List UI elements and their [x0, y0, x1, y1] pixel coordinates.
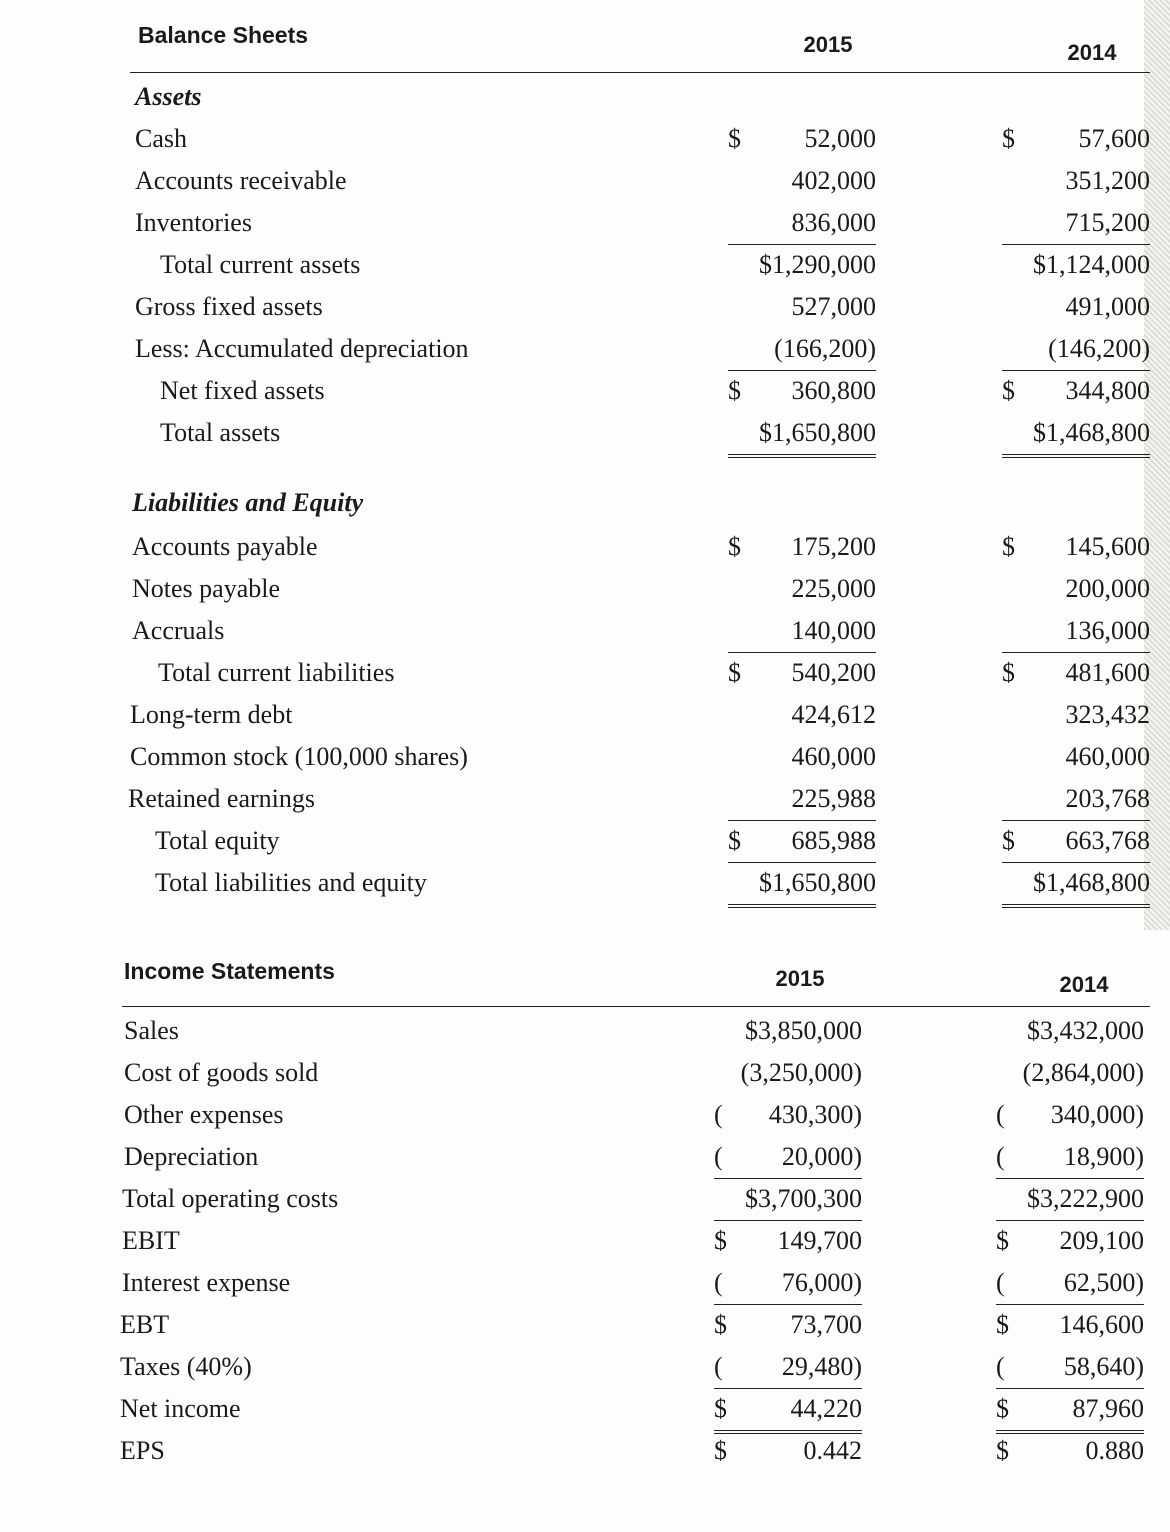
- value-2015: [714, 1142, 862, 1179]
- table-row: [0, 1016, 1170, 1056]
- value-2014: [1002, 658, 1150, 694]
- amount: (3,250,000): [740, 1058, 862, 1087]
- balance-sheet-title: Balance Sheets: [138, 22, 309, 48]
- table-row: [0, 1100, 1170, 1140]
- table-row: [0, 292, 1170, 332]
- currency-mark: $: [1002, 124, 1015, 153]
- amount: 225,000: [791, 574, 876, 603]
- value-2015: [728, 574, 876, 610]
- row-label: Net income: [120, 1394, 241, 1423]
- value-2014: [1002, 376, 1150, 412]
- value-2015: [728, 376, 876, 412]
- table-row: [0, 376, 1170, 416]
- row-label: Depreciation: [124, 1142, 259, 1171]
- currency-mark: (: [714, 1268, 723, 1297]
- amount: $1,124,000: [1033, 250, 1150, 279]
- table-row: [0, 1436, 1170, 1476]
- currency-mark: (: [996, 1268, 1005, 1297]
- table-row: [0, 784, 1170, 824]
- value-2015: [728, 784, 876, 821]
- amount: 225,988: [791, 784, 876, 813]
- currency-mark: $: [996, 1226, 1009, 1255]
- amount: $1,650,800: [759, 418, 876, 447]
- row-label: EBIT: [122, 1226, 180, 1255]
- row-label: Long-term debt: [130, 700, 293, 729]
- amount: 351,200: [1065, 166, 1150, 195]
- table-row: [0, 208, 1170, 248]
- value-2014: [1002, 532, 1150, 568]
- amount: 360,800: [791, 376, 876, 405]
- amount: (166,200): [774, 334, 876, 363]
- row-label: Sales: [124, 1016, 179, 1045]
- table-row: [0, 1058, 1170, 1098]
- amount: 424,612: [791, 700, 876, 729]
- income-year-2015: 2015: [775, 966, 825, 991]
- row-label: Inventories: [135, 208, 252, 237]
- amount: $1,290,000: [759, 250, 876, 279]
- income-statement-title: Income Statements: [124, 958, 335, 984]
- value-2014: [996, 1310, 1144, 1346]
- row-label: Cost of goods sold: [124, 1058, 319, 1087]
- value-2015: [728, 742, 876, 778]
- table-row: [0, 166, 1170, 206]
- value-2015: [728, 700, 876, 736]
- amount: 29,480): [781, 1352, 862, 1381]
- row-label: Taxes (40%): [120, 1352, 252, 1381]
- amount: 402,000: [791, 166, 876, 195]
- amount: $3,700,300: [745, 1184, 862, 1213]
- value-2015: [728, 124, 876, 160]
- amount: 344,800: [1065, 376, 1150, 405]
- table-row: [0, 1310, 1170, 1350]
- amount: 200,000: [1065, 574, 1150, 603]
- table-row: [0, 418, 1170, 458]
- table-row: [0, 616, 1170, 656]
- currency-mark: (: [996, 1352, 1005, 1381]
- row-label: Total equity: [155, 826, 280, 855]
- amount: 57,600: [1078, 124, 1150, 153]
- currency-mark: $: [714, 1310, 727, 1339]
- currency-mark: $: [714, 1226, 727, 1255]
- amount: $1,650,800: [759, 868, 876, 897]
- amount: 146,600: [1059, 1310, 1144, 1339]
- amount: $1,468,800: [1033, 418, 1150, 447]
- value-2015: [714, 1436, 862, 1472]
- currency-mark: (: [996, 1142, 1005, 1171]
- amount: 62,500): [1063, 1268, 1144, 1297]
- row-label: Gross fixed assets: [135, 292, 323, 321]
- assets-heading: Assets: [135, 82, 202, 111]
- liabilities-heading: Liabilities and Equity: [132, 488, 364, 517]
- value-2015: [728, 868, 876, 908]
- table-row: [0, 1352, 1170, 1392]
- value-2015: [728, 334, 876, 371]
- value-2014: [1002, 418, 1150, 458]
- value-2015: [728, 250, 876, 286]
- currency-mark: (: [996, 1100, 1005, 1129]
- currency-mark: $: [728, 658, 741, 687]
- row-label: Notes payable: [132, 574, 281, 603]
- balance-year-2014: 2014: [1067, 40, 1117, 65]
- table-row: [0, 574, 1170, 614]
- amount: 145,600: [1065, 532, 1150, 561]
- table-row: [0, 250, 1170, 290]
- value-2014: [996, 1436, 1144, 1472]
- amount: 323,432: [1065, 700, 1150, 729]
- table-row: [0, 532, 1170, 572]
- amount: 491,000: [1065, 292, 1150, 321]
- table-row: [0, 658, 1170, 698]
- row-label: Common stock (100,000 shares): [130, 742, 468, 771]
- row-label: Interest expense: [122, 1268, 291, 1297]
- amount: 203,768: [1065, 784, 1150, 813]
- amount: 0.442: [803, 1436, 862, 1465]
- value-2015: [728, 616, 876, 653]
- value-2015: [728, 166, 876, 202]
- amount: 149,700: [777, 1226, 862, 1255]
- table-row: [0, 334, 1170, 374]
- amount: $3,850,000: [745, 1016, 862, 1045]
- table-row: [0, 868, 1170, 908]
- value-2014: [1002, 208, 1150, 245]
- amount: 481,600: [1065, 658, 1150, 687]
- amount: 527,000: [791, 292, 876, 321]
- amount: 460,000: [791, 742, 876, 771]
- value-2014: [996, 1016, 1144, 1052]
- table-row: [0, 700, 1170, 740]
- amount: 540,200: [791, 658, 876, 687]
- value-2015: [728, 826, 876, 863]
- currency-mark: $: [728, 124, 741, 153]
- table-row: [0, 1394, 1170, 1434]
- value-2015: [714, 1310, 862, 1346]
- row-label: Accounts payable: [132, 532, 318, 561]
- amount: (146,200): [1048, 334, 1150, 363]
- value-2015: [714, 1184, 862, 1221]
- amount: 836,000: [791, 208, 876, 237]
- balance-year-2015: 2015: [803, 32, 853, 57]
- row-label: Accruals: [132, 616, 225, 645]
- table-row: [0, 1226, 1170, 1266]
- amount: $3,432,000: [1027, 1016, 1144, 1045]
- value-2015: [714, 1058, 862, 1094]
- amount: 58,640): [1063, 1352, 1144, 1381]
- amount: 663,768: [1065, 826, 1150, 855]
- value-2014: [1002, 124, 1150, 160]
- table-row: [0, 826, 1170, 866]
- amount: 340,000): [1050, 1100, 1144, 1129]
- row-label: EPS: [120, 1436, 165, 1465]
- table-row: [0, 1268, 1170, 1308]
- value-2014: [1002, 700, 1150, 736]
- value-2014: [1002, 826, 1150, 863]
- amount: (2,864,000): [1022, 1058, 1144, 1087]
- table-row: [0, 124, 1170, 164]
- amount: 430,300): [768, 1100, 862, 1129]
- income-year-2014: 2014: [1059, 972, 1109, 997]
- amount: 140,000: [791, 616, 876, 645]
- row-label: Net fixed assets: [160, 376, 325, 405]
- currency-mark: $: [728, 532, 741, 561]
- currency-mark: (: [714, 1352, 723, 1381]
- amount: 44,220: [790, 1394, 862, 1423]
- row-label: Total current liabilities: [158, 658, 395, 687]
- value-2014: [1002, 616, 1150, 653]
- value-2015: [714, 1268, 862, 1305]
- currency-mark: $: [996, 1310, 1009, 1339]
- value-2014: [996, 1226, 1144, 1262]
- amount: 18,900): [1063, 1142, 1144, 1171]
- currency-mark: $: [1002, 826, 1015, 855]
- currency-mark: $: [714, 1436, 727, 1465]
- amount: 175,200: [791, 532, 876, 561]
- row-label: Accounts receivable: [135, 166, 347, 195]
- amount: 76,000): [781, 1268, 862, 1297]
- table-row: [0, 1142, 1170, 1182]
- value-2014: [996, 1352, 1144, 1389]
- amount: 73,700: [790, 1310, 862, 1339]
- amount: 685,988: [791, 826, 876, 855]
- value-2014: [1002, 574, 1150, 610]
- row-label: Total assets: [160, 418, 281, 447]
- income-header-rule: [122, 1006, 1150, 1007]
- value-2014: [996, 1100, 1144, 1136]
- value-2014: [1002, 250, 1150, 286]
- value-2014: [1002, 784, 1150, 821]
- amount: 460,000: [1065, 742, 1150, 771]
- value-2014: [1002, 166, 1150, 202]
- value-2015: [728, 418, 876, 458]
- row-label: Total liabilities and equity: [155, 868, 427, 897]
- value-2014: [996, 1184, 1144, 1221]
- value-2015: [714, 1394, 862, 1434]
- row-label: Less: Accumulated depreciation: [135, 334, 469, 363]
- value-2014: [996, 1394, 1144, 1434]
- row-label: Total operating costs: [122, 1184, 339, 1213]
- value-2014: [1002, 292, 1150, 328]
- row-label: Total current assets: [160, 250, 361, 279]
- value-2015: [728, 658, 876, 694]
- value-2015: [714, 1352, 862, 1389]
- value-2015: [728, 208, 876, 245]
- value-2015: [714, 1100, 862, 1136]
- currency-mark: $: [996, 1436, 1009, 1465]
- currency-mark: $: [1002, 532, 1015, 561]
- amount: 87,960: [1072, 1394, 1144, 1423]
- value-2015: [728, 292, 876, 328]
- currency-mark: (: [714, 1100, 723, 1129]
- row-label: EBT: [120, 1310, 170, 1339]
- amount: 52,000: [804, 124, 876, 153]
- amount: 715,200: [1065, 208, 1150, 237]
- currency-mark: $: [996, 1394, 1009, 1423]
- balance-header-rule: [130, 72, 1150, 73]
- value-2015: [728, 532, 876, 568]
- value-2015: [714, 1226, 862, 1262]
- currency-mark: (: [714, 1142, 723, 1171]
- currency-mark: $: [728, 376, 741, 405]
- table-row: [0, 1184, 1170, 1224]
- value-2014: [996, 1058, 1144, 1094]
- currency-mark: $: [1002, 376, 1015, 405]
- value-2014: [1002, 742, 1150, 778]
- row-label: Retained earnings: [128, 784, 315, 813]
- value-2014: [1002, 868, 1150, 908]
- currency-mark: $: [728, 826, 741, 855]
- amount: 0.880: [1085, 1436, 1144, 1465]
- amount: 209,100: [1059, 1226, 1144, 1255]
- currency-mark: $: [1002, 658, 1015, 687]
- row-label: Cash: [135, 124, 187, 153]
- amount: 136,000: [1065, 616, 1150, 645]
- amount: $3,222,900: [1027, 1184, 1144, 1213]
- value-2014: [1002, 334, 1150, 371]
- currency-mark: $: [714, 1394, 727, 1423]
- row-label: Other expenses: [124, 1100, 284, 1129]
- table-row: [0, 742, 1170, 782]
- value-2015: [714, 1016, 862, 1052]
- amount: $1,468,800: [1033, 868, 1150, 897]
- value-2014: [996, 1268, 1144, 1305]
- value-2014: [996, 1142, 1144, 1179]
- amount: 20,000): [781, 1142, 862, 1171]
